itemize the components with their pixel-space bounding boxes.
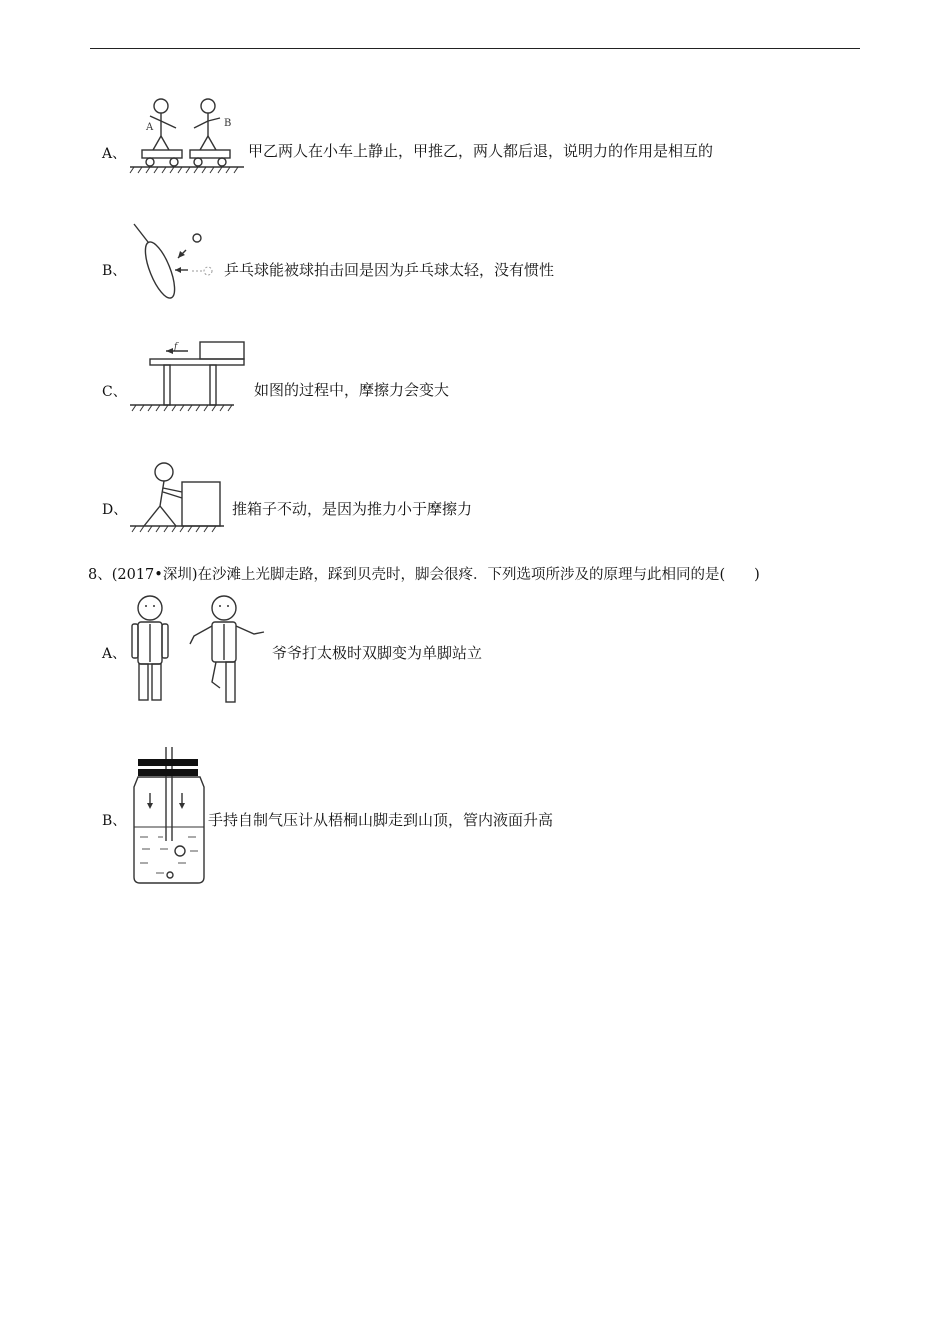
svg-text:A: A bbox=[146, 122, 154, 133]
q7-option-d[interactable] bbox=[0, 455, 950, 540]
barometer-bottle-figure bbox=[130, 747, 208, 887]
q7-option-a[interactable] bbox=[0, 90, 950, 180]
option-text: 如图的过程中，摩擦力会变大 bbox=[254, 381, 450, 399]
q7-option-c[interactable] bbox=[0, 335, 950, 415]
option-text: 爷爷打太极时双脚变为单脚站立 bbox=[272, 644, 483, 662]
q7-option-b[interactable] bbox=[0, 215, 950, 305]
option-text: 手持自制气压计从梧桐山脚走到山顶，管内液面升高 bbox=[208, 811, 554, 829]
carts-figure bbox=[128, 96, 246, 180]
option-text: 推箱子不动，是因为推力小于摩擦力 bbox=[232, 500, 473, 518]
option-letter: C、 bbox=[102, 384, 127, 400]
svg-text:B: B bbox=[224, 118, 232, 129]
push-box-figure bbox=[130, 458, 230, 538]
q8-stem: 8、(2017•深圳)在沙滩上光脚走路，踩到贝壳时，脚会很疼．下列选项所涉及的原理与此相同的是( ) bbox=[88, 567, 760, 583]
q8-option-a[interactable] bbox=[0, 590, 950, 705]
option-letter: B、 bbox=[102, 263, 127, 279]
table-block-figure bbox=[130, 340, 248, 415]
option-letter: D、 bbox=[102, 502, 128, 518]
q8-option-b[interactable] bbox=[0, 745, 950, 890]
option-letter: A、 bbox=[102, 646, 127, 662]
svg-text:f: f bbox=[174, 342, 178, 352]
option-text: 甲乙两人在小车上静止，甲推乙，两人都后退，说明力的作用是相互的 bbox=[248, 142, 714, 160]
option-text: 乒乓球能被球拍击回是因为乒乓球太轻，没有惯性 bbox=[224, 261, 555, 279]
option-letter: A、 bbox=[102, 146, 127, 162]
taichi-figure bbox=[128, 592, 273, 704]
paddle-figure bbox=[128, 220, 228, 305]
option-letter: B、 bbox=[102, 813, 127, 829]
header-rule bbox=[90, 48, 860, 49]
